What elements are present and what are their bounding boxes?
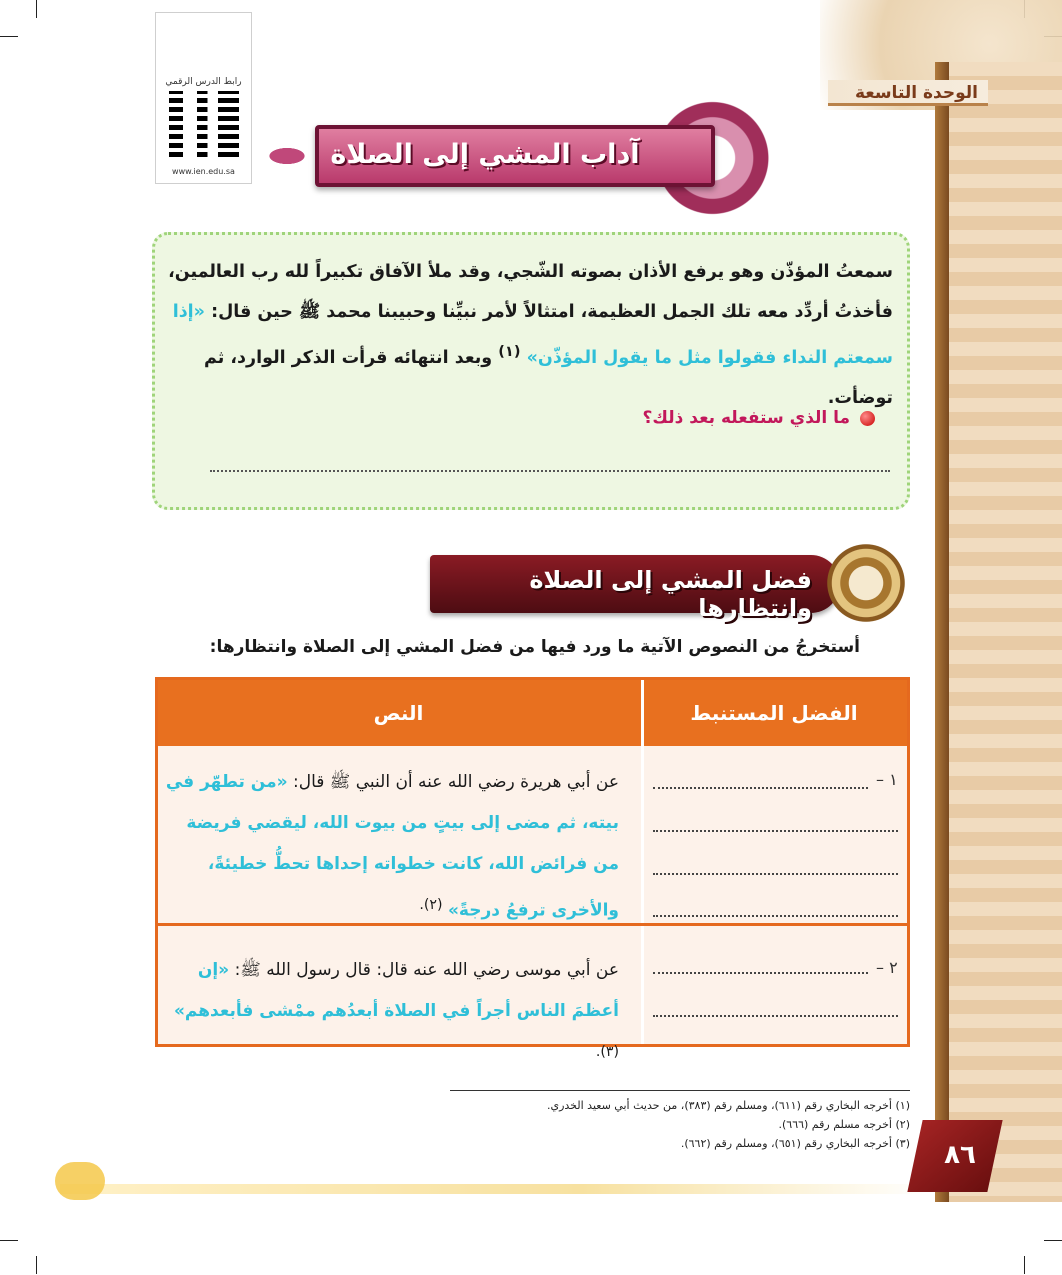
row-1-text-before: عن أبي هريرة رضي الله عنه أن النبي ﷺ قال: xyxy=(292,772,619,792)
table-row-2-text xyxy=(164,950,619,1079)
crop-mark xyxy=(36,0,37,18)
section-ornament-icon xyxy=(826,543,906,623)
extraction-table xyxy=(155,677,910,1060)
question xyxy=(600,408,875,428)
footnote-2: (٢) أخرجه مسلم رقم (٦٦٦). xyxy=(778,1118,910,1131)
intro-paragraph xyxy=(168,252,893,418)
question-bullet-icon xyxy=(860,411,875,426)
lesson-title-banner xyxy=(315,125,715,187)
instruction: أستخرجُ من النصوص الآتية ما ورد فيها من فضل المشي إلى الصلاة وانتظارها: xyxy=(209,637,860,657)
crop-mark xyxy=(36,1256,37,1274)
question-text: ما الذي ستفعله بعد ذلك؟ xyxy=(642,408,851,428)
row-1-hadith: «من تطهّر في بيته، ثم مضى إلى بيتٍ من بيوت الله، ليقضي فريضة من فرائض الله، كانت خطواته إحداها تحطُّ خطيئةً، والأخرى ترفعُ درجةً» xyxy=(165,772,619,921)
row-2-number: ٢ – xyxy=(876,958,898,977)
intro-text-after: وبعد انتهائه قرأت الذكر الوارد، ثم توضأت. xyxy=(204,347,893,408)
footnote-ref: (١) xyxy=(498,343,521,360)
qr-panel[interactable] xyxy=(155,12,252,184)
crop-mark xyxy=(0,36,18,37)
row-2-answer-line[interactable] xyxy=(653,1015,898,1017)
bottom-bar xyxy=(60,1184,930,1194)
footnote-rule xyxy=(450,1090,910,1091)
crop-mark xyxy=(1024,1256,1025,1274)
section-title: فضل المشي إلى الصلاة وانتظارها xyxy=(529,566,812,622)
col-benefit-header: الفضل المستنبط xyxy=(690,701,858,725)
footnote-1: (١) أخرجه البخاري رقم (٦١١)، ومسلم رقم (٣٨٣)، من حديث أبي سعيد الخدري. xyxy=(546,1099,910,1112)
row-1-ref: (٢). xyxy=(419,897,443,913)
decorative-side-band xyxy=(935,62,1062,1202)
page-number: ٨٦ xyxy=(944,1140,976,1170)
qr-url[interactable]: www.ien.edu.sa xyxy=(172,167,235,176)
section-banner xyxy=(430,555,840,622)
row-1-number: ١ – xyxy=(876,770,898,789)
footnote-3: (٣) أخرجه البخاري رقم (٦٥١)، ومسلم رقم (٦٦٢). xyxy=(680,1137,910,1150)
row-2-answer-line[interactable] xyxy=(653,972,868,974)
qr-code-icon[interactable] xyxy=(169,91,239,161)
intro-text-before: سمعتُ المؤذّن وهو يرفع الأذان بصوته الشّجي، وقد ملأ الآفاق تكبيراً لله رب العالمين، فأخذتُ أردِّد معه تلك الجمل العظيمة، امتثالاً لأمر نبيِّنا وحبيبنا محمد ﷺ حين قال: xyxy=(168,262,893,322)
row-1-answer-line[interactable] xyxy=(653,915,898,917)
unit-label: الوحدة التاسعة xyxy=(828,80,988,106)
row-2-hadith: «إن أعظمَ الناس أجراً في الصلاة أبعدُهم ممْشى فأبعدهم» xyxy=(173,960,619,1021)
decorative-side-border xyxy=(935,62,949,1202)
answer-line[interactable] xyxy=(210,470,890,472)
row-2-ref: (٣). xyxy=(595,1044,619,1060)
publisher-logo-icon xyxy=(55,1162,105,1200)
row-2-text-before: عن أبي موسى رضي الله عنه قال: قال رسول الله ﷺ: xyxy=(234,960,619,980)
row-1-answer-line[interactable] xyxy=(653,830,898,832)
qr-caption: رابط الدرس الرقمي xyxy=(165,77,242,87)
row-1-answer-line[interactable] xyxy=(653,873,898,875)
row-1-answer-line[interactable] xyxy=(653,787,868,789)
footnotes xyxy=(450,1096,910,1153)
crop-mark xyxy=(0,1240,18,1241)
column-divider xyxy=(641,680,644,1044)
crop-mark xyxy=(1044,1240,1062,1241)
col-text-header: النص xyxy=(373,701,424,725)
intro-hadith: «إذا سمعتم النداء فقولوا مثل ما يقول المؤذّن» xyxy=(172,302,893,368)
table-header xyxy=(158,680,907,746)
title-ornament-left xyxy=(252,140,322,172)
lesson-title: آداب المشي إلى الصلاة xyxy=(330,139,640,170)
table-row-1-text xyxy=(164,762,619,932)
